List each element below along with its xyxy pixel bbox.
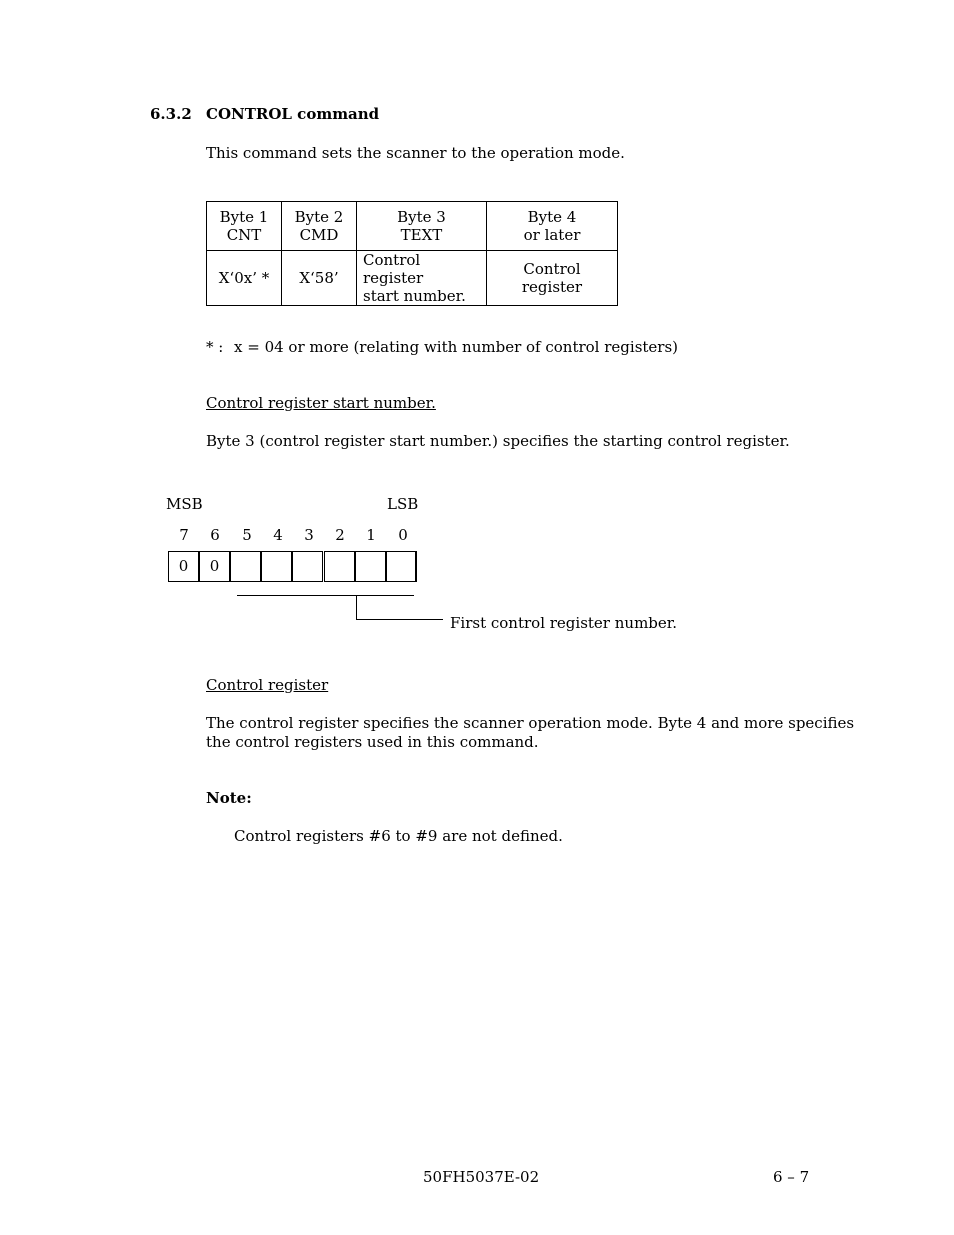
header-line: Byte 1 (219, 208, 269, 226)
header-line: Byte 4 (527, 208, 577, 226)
bit-cell: 0 (168, 551, 199, 582)
bit-cell (324, 551, 355, 582)
bit-number: 3 (304, 526, 314, 544)
control-register-text: the control registers used in this command. (206, 733, 539, 751)
bit-cell (292, 551, 323, 582)
header-cell (487, 202, 618, 251)
msb-label: MSB (166, 495, 203, 513)
header-line: CMD (299, 226, 339, 244)
value-cell (282, 251, 357, 306)
table-header-row (207, 202, 618, 251)
header-cell (282, 202, 357, 251)
header-line: CNT (226, 226, 262, 244)
header-cell (357, 202, 487, 251)
footer-page-number: 6 – 7 (773, 1168, 810, 1186)
section-title: CONTROL command (206, 105, 380, 123)
control-register-heading: Control register (206, 676, 329, 694)
bit-number: 6 (210, 526, 220, 544)
bit-annotation: First control register number. (450, 614, 678, 632)
header-line: Byte 3 (397, 208, 446, 226)
value-line: Control register (521, 260, 583, 296)
intro-text: This command sets the scanner to the operation mode. (206, 144, 625, 162)
lsb-label: LSB (387, 495, 419, 513)
bit-number: 0 (398, 526, 408, 544)
note-label: Note: (206, 789, 252, 807)
control-register-text: The control register specifies the scanner operation mode. Byte 4 and more specifies (206, 714, 855, 732)
header-cell (207, 202, 282, 251)
bit-number: 4 (273, 526, 283, 544)
bracket-line (237, 595, 414, 596)
bit-cell (386, 551, 417, 582)
command-format-table (206, 201, 618, 306)
header-line: TEXT (400, 226, 443, 244)
note-text: Control registers #6 to #9 are not defined. (234, 827, 563, 845)
connector-line (356, 596, 357, 620)
value-line: start number. (363, 287, 466, 305)
bit-number: 2 (335, 526, 345, 544)
bit-number: 5 (242, 526, 252, 544)
bit-cell (261, 551, 292, 582)
bit-cell (355, 551, 386, 582)
value-line: X‘58’ (299, 269, 339, 287)
connector-line (356, 619, 443, 620)
section-number: 6.3.2 (150, 105, 192, 123)
bit-cell (230, 551, 261, 582)
value-cell (207, 251, 282, 306)
start-number-heading: Control register start number. (206, 394, 436, 412)
bit-number: 7 (179, 526, 189, 544)
value-line: X‘0x’ * (218, 269, 270, 287)
table-row (207, 251, 618, 306)
bit-number: 1 (366, 526, 376, 544)
value-line: Control register (363, 251, 424, 287)
bit-cell: 0 (199, 551, 230, 582)
footnote-mark: * : (206, 338, 224, 356)
footnote-text: x = 04 or more (relating with number of control registers) (234, 338, 679, 356)
header-line: Byte 2 (294, 208, 344, 226)
start-number-text: Byte 3 (control register start number.) specifies the starting control register. (206, 432, 790, 450)
header-line: or later (523, 226, 581, 244)
value-cell (357, 251, 487, 306)
footer-doc-id: 50FH5037E-02 (423, 1168, 540, 1186)
value-cell (487, 251, 618, 306)
